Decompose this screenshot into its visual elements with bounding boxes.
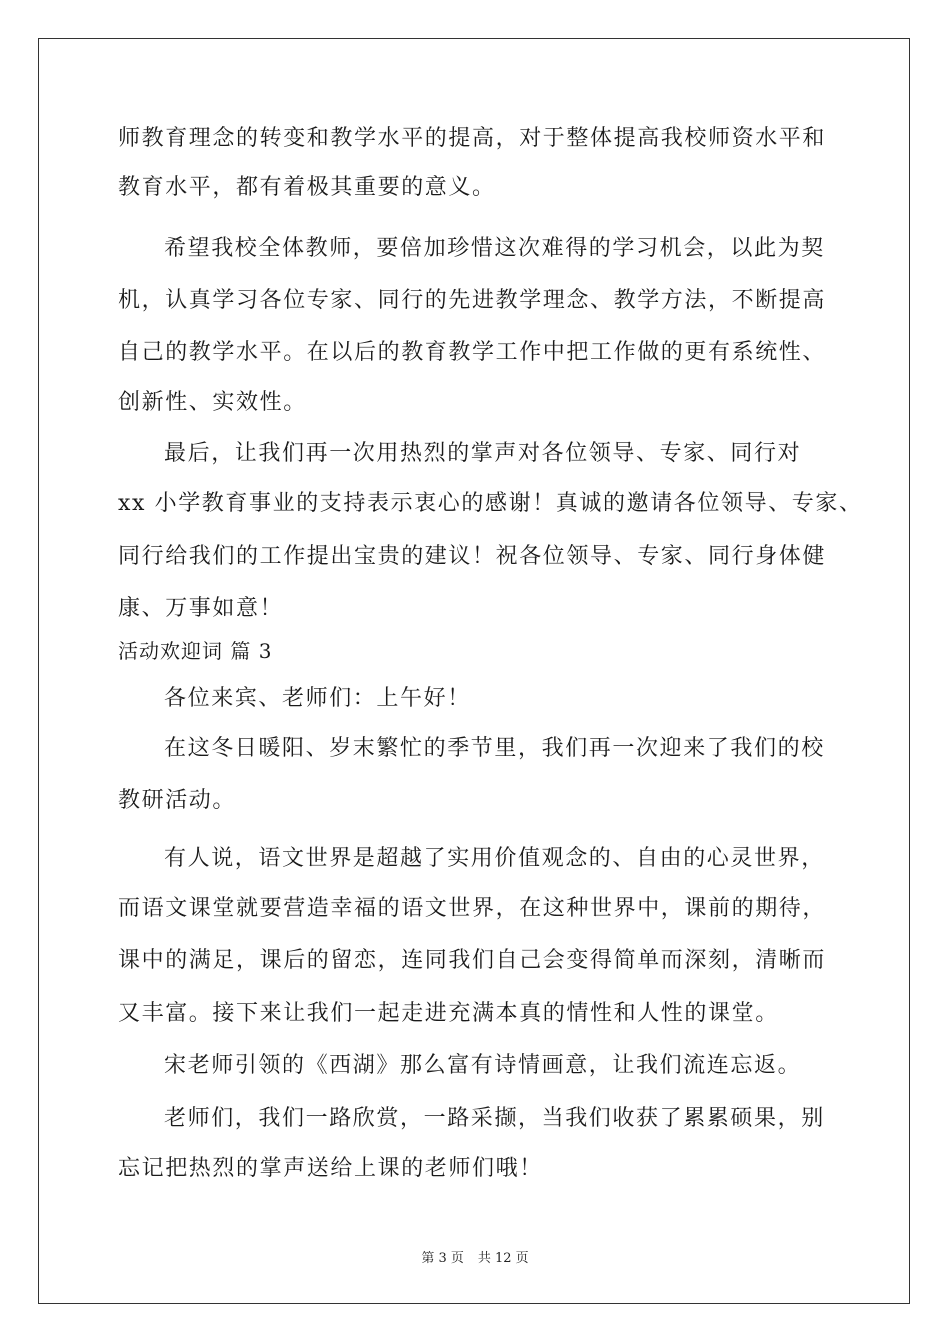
text-line: 机，认真学习各位专家、同行的先进教学理念、教学方法，不断提高 xyxy=(118,288,827,313)
text-line: 老师们，我们一路欣赏，一路采撷，当我们收获了累累硕果，别 xyxy=(164,1106,825,1131)
text-line: 宋老师引领的《西湖》那么富有诗情画意，让我们流连忘返。 xyxy=(164,1053,802,1078)
text-line: 自己的教学水平。在以后的教育教学工作中把工作做的更有系统性、 xyxy=(118,340,827,365)
text-line: 又丰富。接下来让我们一起走进充满本真的情性和人性的课堂。 xyxy=(118,1001,779,1026)
text-line: 教研活动。 xyxy=(118,788,237,813)
text-line: 同行给我们的工作提出宝贵的建议！祝各位领导、专家、同行身体健 xyxy=(118,544,827,569)
text-line: 课中的满足，课后的留恋，连同我们自己会变得简单而深刻，清晰而 xyxy=(118,948,827,973)
page-footer xyxy=(0,1247,950,1266)
page-total: 共 12 页 xyxy=(477,1251,529,1266)
text-line: xx 小学教育事业的支持表示衷心的感谢！真诚的邀请各位领导、专家、 xyxy=(118,491,863,516)
text-line: 最后，让我们再一次用热烈的掌声对各位领导、专家、同行对 xyxy=(164,441,802,466)
section-heading: 活动欢迎词 篇 3 xyxy=(118,639,273,663)
text-line: 康、万事如意！ xyxy=(118,596,284,621)
text-line: 希望我校全体教师，要倍加珍惜这次难得的学习机会，以此为契 xyxy=(164,236,825,261)
text-line: 教育水平，都有着极其重要的意义。 xyxy=(118,175,496,200)
text-line: 各位来宾、老师们：上午好！ xyxy=(164,686,471,711)
page-number: 第 3 页 xyxy=(421,1251,464,1266)
text-line: 而语文课堂就要营造幸福的语文世界，在这种世界中，课前的期待， xyxy=(118,896,827,921)
text-line: 创新性、实效性。 xyxy=(118,390,307,415)
text-line: 师教育理念的转变和教学水平的提高，对于整体提高我校师资水平和 xyxy=(118,126,827,151)
text-line: 忘记把热烈的掌声送给上课的老师们哦！ xyxy=(118,1156,543,1181)
text-line: 有人说，语文世界是超越了实用价值观念的、自由的心灵世界， xyxy=(164,846,825,871)
text-line: 在这冬日暖阳、岁末繁忙的季节里，我们再一次迎来了我们的校 xyxy=(164,736,825,761)
